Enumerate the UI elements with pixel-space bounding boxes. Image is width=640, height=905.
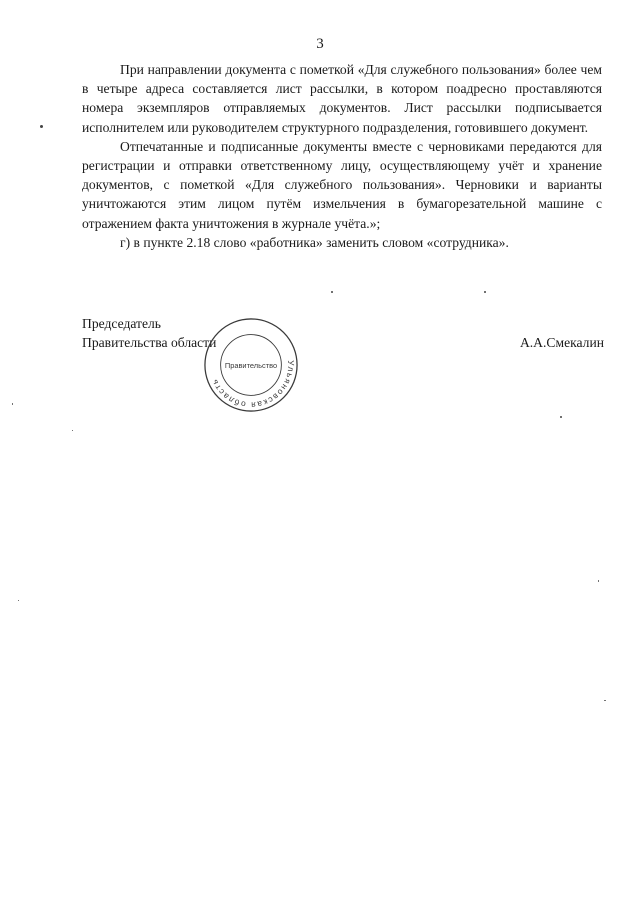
document-body — [82, 60, 602, 252]
scan-speck — [560, 416, 562, 418]
signature-block — [82, 316, 604, 356]
seal-center-text: Правительство — [224, 360, 278, 370]
scan-speck — [484, 291, 486, 293]
signatory-name: А.А.Смекалин — [519, 335, 604, 350]
page-number: 3 — [316, 36, 324, 52]
scan-speck — [598, 580, 599, 582]
scan-speck — [604, 700, 606, 701]
signatory-title-line1: Председатель — [82, 316, 161, 331]
scan-speck — [72, 430, 73, 431]
signatory-title-line2: Правительства области — [82, 335, 217, 350]
paragraph-drafts-destruction: Отпечатанные и подписанные документы вместе с черновиками передаются для регистрации и отправки ответственному лицу, осуществляющему учёт и хранение документов, с пометкой «Для служебного пользования». Черновики и варианты уничтожаются этим лицом путём измельчения в бумагорезательной машине с отражением факта уничтожения в журнале учёта.»; — [82, 138, 602, 231]
scan-speck — [331, 291, 333, 293]
scan-speck — [12, 403, 13, 405]
paragraph-item-g: г) в пункте 2.18 слово «работника» заменить словом «сотрудника». — [120, 234, 509, 250]
scan-speck — [40, 125, 43, 128]
scan-speck — [18, 600, 19, 601]
seal-outer-text: Ульяновская область — [208, 360, 297, 411]
paragraph-distribution-list: При направлении документа с пометкой «Для служебного пользования» более чем в четыре адреса составляется лист рассылки, в котором поадресно проставляются номера экземпляров отправляемых документов. Лист рассылки подписывается исполнителем или руководителем структурного подразделения, готовившего документ. — [82, 62, 602, 135]
official-seal-stamp — [202, 316, 300, 414]
